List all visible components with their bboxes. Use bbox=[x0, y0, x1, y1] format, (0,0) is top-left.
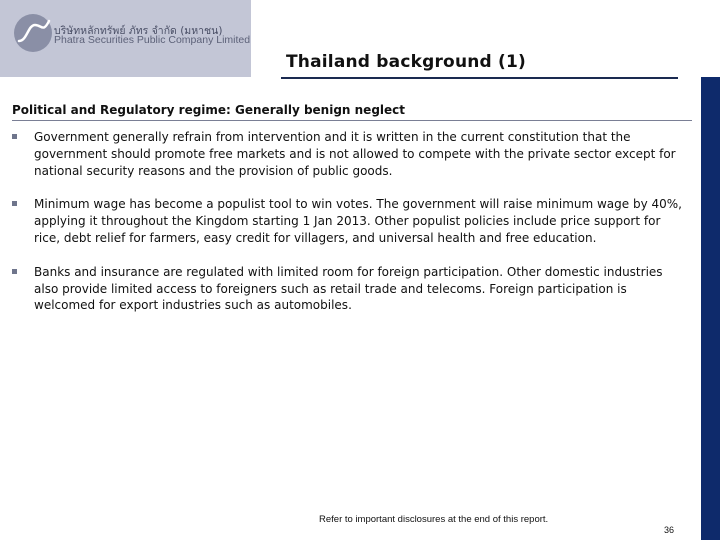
square-bullet-icon bbox=[12, 201, 17, 206]
title-underline bbox=[281, 77, 678, 79]
logo-english-name: Phatra Securities Public Company Limited bbox=[54, 34, 251, 46]
bullet-text: Minimum wage has become a populist tool to win votes. The government will raise minimum wage by 40%, applying it throughout the Kingdom starting 1 Jan 2013. Other populist policies include price support for rice, debt relief for farmers, easy credit for villagers, and universal health and free education. bbox=[34, 197, 682, 245]
square-bullet-icon bbox=[12, 269, 17, 274]
bullet-list bbox=[12, 129, 682, 331]
list-item bbox=[12, 196, 682, 246]
company-logo bbox=[0, 0, 251, 77]
bullet-text: Government generally refrain from intervention and it is written in the current constitution that the government should promote free markets and is not allowed to compete with the private sector except for national security reasons and the provision of public goods. bbox=[34, 130, 676, 178]
bullet-text: Banks and insurance are regulated with limited room for foreign participation. Other domestic industries also provide limited access to foreigners such as retail trade and telecoms. Foreign participation is welcomed for export industries such as automobiles. bbox=[34, 264, 663, 313]
disclosure-note: Refer to important disclosures at the end of this report. bbox=[319, 514, 549, 525]
list-item bbox=[12, 264, 682, 314]
square-bullet-icon bbox=[12, 134, 17, 139]
phatra-logo-icon bbox=[13, 13, 53, 53]
list-item bbox=[12, 129, 682, 179]
right-accent-bar bbox=[701, 77, 720, 540]
section-subheading: Political and Regulatory regime: Generally benign neglect bbox=[12, 103, 406, 117]
slide-title: Thailand background (1) bbox=[286, 52, 527, 72]
logo-thai-name: บริษัทหลักทรัพย์ ภัทร จำกัด (มหาชน) bbox=[54, 25, 223, 37]
section-divider bbox=[12, 120, 692, 121]
page-number: 36 bbox=[664, 525, 675, 535]
